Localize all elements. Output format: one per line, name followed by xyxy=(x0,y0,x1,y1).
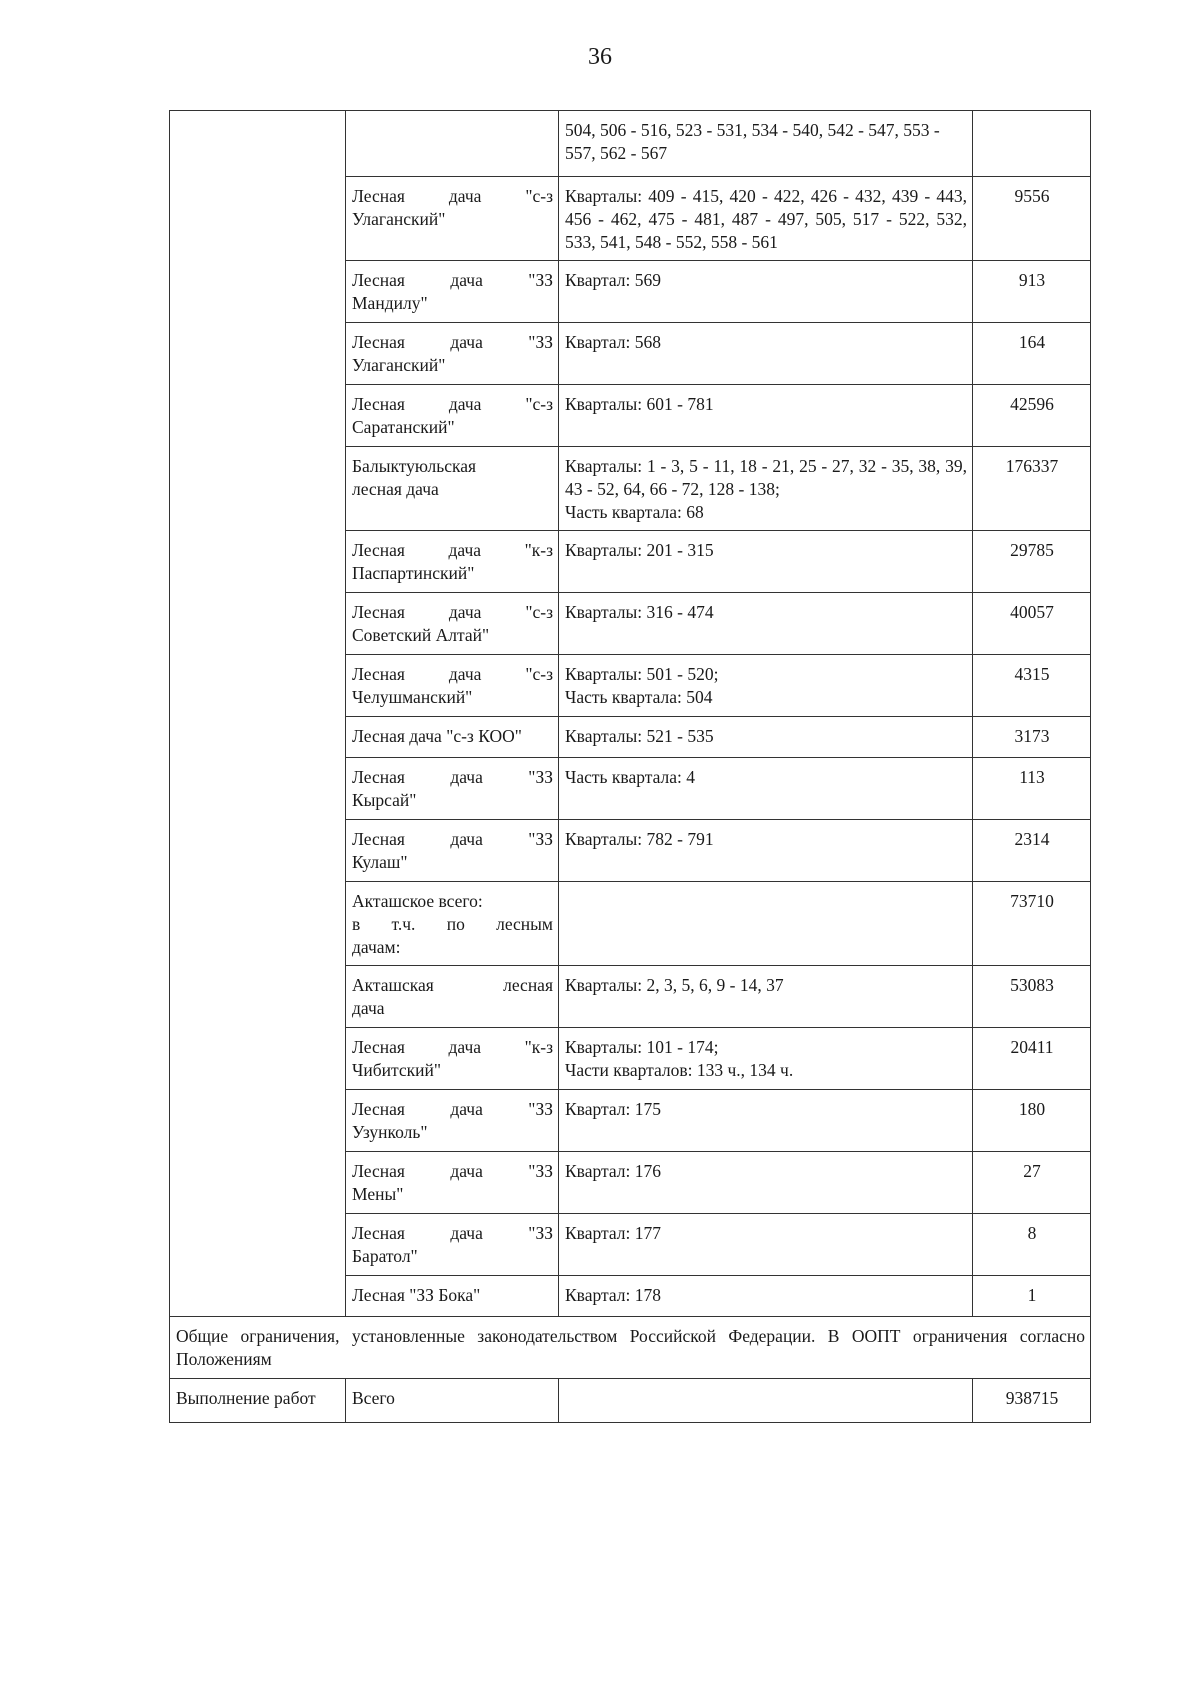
name-cell xyxy=(346,323,559,385)
general-restrictions-text: Общие ограничения, установленные законодательством Российской Федерации. В ООПТ ограничения согласно Положениям xyxy=(170,1317,1091,1379)
name-word: Лесная xyxy=(352,540,405,560)
name-line-1 xyxy=(352,1284,553,1307)
name-word: "ЗЗ xyxy=(528,1161,553,1181)
name-line-2: Мандилу" xyxy=(352,293,428,313)
name-line-1 xyxy=(352,766,553,789)
quarters-text: Кварталы: 2, 3, 5, 6, 9 - 14, 37 xyxy=(565,975,784,995)
name-cell xyxy=(346,1090,559,1152)
quarters-text: Квартал: 569 xyxy=(565,270,661,290)
name-line-1 xyxy=(352,185,553,208)
quarters-text: Кварталы: 521 - 535 xyxy=(565,726,714,746)
name-word: "с-з xyxy=(525,394,553,414)
quarters-cell xyxy=(559,177,973,261)
quarters-text: Часть квартала: 4 xyxy=(565,767,696,787)
name-cell xyxy=(346,593,559,655)
name-line-1 xyxy=(352,539,553,562)
table-row xyxy=(170,111,1091,177)
name-word: Лесная xyxy=(352,602,405,622)
name-cell xyxy=(346,111,559,177)
name-line-2: Улаганский" xyxy=(352,209,446,229)
general-restrictions-row xyxy=(170,1317,1091,1379)
name-word: дача xyxy=(450,1161,483,1181)
name-word: Лесная xyxy=(352,1223,405,1243)
quarters-text: Квартал: 178 xyxy=(565,1285,661,1305)
quarters-text: Квартал: 568 xyxy=(565,332,661,352)
name-word: "к-з xyxy=(524,540,553,560)
name-word: Лесная xyxy=(352,186,405,206)
area-cell xyxy=(973,111,1091,177)
area-cell: 42596 xyxy=(973,385,1091,447)
quarters-cell xyxy=(559,593,973,655)
name-cell xyxy=(346,177,559,261)
name-word: дача xyxy=(448,1037,482,1057)
name-word: дача xyxy=(448,186,482,206)
name-word: "ЗЗ xyxy=(528,829,553,849)
area-cell: 1 xyxy=(973,1276,1091,1317)
name-cell xyxy=(346,1152,559,1214)
name-word: дача xyxy=(450,767,483,787)
left-blank-cell xyxy=(170,111,346,1317)
name-word: дача xyxy=(448,602,482,622)
quarters-text: Кварталы: 601 - 781 xyxy=(565,394,714,414)
area-cell: 27 xyxy=(973,1152,1091,1214)
name-line-1 xyxy=(352,828,553,851)
name-line-2: Чибитский" xyxy=(352,1060,442,1080)
name-word: дача xyxy=(450,1223,483,1243)
name-word: Лесная xyxy=(352,1099,405,1119)
name-line-2: Саратанский" xyxy=(352,417,455,437)
name-line-1 xyxy=(352,890,553,913)
area-cell: 8 xyxy=(973,1214,1091,1276)
name-word: Акташское всего: xyxy=(352,891,483,911)
quarters-text: Квартал: 175 xyxy=(565,1099,661,1119)
name-word: Лесная xyxy=(352,664,405,684)
quarters-cell xyxy=(559,758,973,820)
name-word: Лесная xyxy=(352,1037,405,1057)
quarters-cell xyxy=(559,1028,973,1090)
name-line-2: Кырсай" xyxy=(352,790,417,810)
area-cell: 20411 xyxy=(973,1028,1091,1090)
total-label: Всего xyxy=(346,1379,559,1423)
name-cell xyxy=(346,966,559,1028)
total-blank xyxy=(559,1379,973,1423)
area-cell: 2314 xyxy=(973,820,1091,882)
quarters-cell xyxy=(559,1214,973,1276)
quarters-text: Кварталы: 316 - 474 xyxy=(565,602,714,622)
name-word: дача xyxy=(450,270,483,290)
area-cell: 40057 xyxy=(973,593,1091,655)
name-word: дача xyxy=(450,1099,483,1119)
name-word: дача xyxy=(450,332,483,352)
name-line-2: Баратол" xyxy=(352,1246,418,1266)
name-cell xyxy=(346,1028,559,1090)
quarters-cell xyxy=(559,882,973,966)
quarters-text: Квартал: 177 xyxy=(565,1223,661,1243)
name-line-1 xyxy=(352,393,553,416)
name-cell xyxy=(346,758,559,820)
name-word: "ЗЗ xyxy=(528,1099,553,1119)
quarters-cell xyxy=(559,323,973,385)
name-cell xyxy=(346,531,559,593)
name-cell xyxy=(346,261,559,323)
name-word: дача xyxy=(448,540,482,560)
name-line-2: в т.ч. по лесным xyxy=(352,914,553,934)
forest-areas-table xyxy=(169,110,1091,1423)
name-word: "ЗЗ xyxy=(528,270,553,290)
name-line-1 xyxy=(352,1036,553,1059)
area-cell: 176337 xyxy=(973,447,1091,531)
name-line-1 xyxy=(352,974,553,997)
quarters-cell xyxy=(559,966,973,1028)
name-cell xyxy=(346,385,559,447)
quarters-cell xyxy=(559,261,973,323)
name-line-1 xyxy=(352,1160,553,1183)
area-cell: 164 xyxy=(973,323,1091,385)
name-line-2: Улаганский" xyxy=(352,355,446,375)
name-word: Лесная дача "с-з КОО" xyxy=(352,726,522,746)
name-word: дача xyxy=(450,829,483,849)
name-word: Лесная xyxy=(352,1161,405,1181)
quarters-part-text: Часть квартала: 68 xyxy=(565,502,704,522)
name-cell xyxy=(346,447,559,531)
total-row xyxy=(170,1379,1091,1423)
name-line-1 xyxy=(352,269,553,292)
name-word: "с-з xyxy=(525,602,553,622)
name-line-2: Мены" xyxy=(352,1184,404,1204)
name-line-1 xyxy=(352,455,553,478)
area-cell: 113 xyxy=(973,758,1091,820)
table-body xyxy=(170,111,1091,1423)
name-cell xyxy=(346,1276,559,1317)
name-word: Лесная xyxy=(352,829,405,849)
name-line-1 xyxy=(352,1098,553,1121)
quarters-text: Кварталы: 409 - 415, 420 - 422, 426 - 432, 439 - 443, 456 - 462, 475 - 481, 487 - 497, 505, 517 - 522, 532, 533, 541, 548 - 552, 558 - 561 xyxy=(565,186,967,252)
name-line-3: дачам: xyxy=(352,937,401,957)
name-line-2: Паспартинский" xyxy=(352,563,475,583)
quarters-text: Кварталы: 101 - 174; xyxy=(565,1037,719,1057)
quarters-text: Кварталы: 782 - 791 xyxy=(565,829,714,849)
quarters-part-text: Часть квартала: 504 xyxy=(565,687,713,707)
area-cell: 9556 xyxy=(973,177,1091,261)
name-cell xyxy=(346,820,559,882)
quarters-cell xyxy=(559,1152,973,1214)
name-word: дача xyxy=(448,664,482,684)
quarters-cell xyxy=(559,447,973,531)
name-cell xyxy=(346,882,559,966)
area-cell: 180 xyxy=(973,1090,1091,1152)
quarters-cell xyxy=(559,531,973,593)
quarters-text: Кварталы: 1 - 3, 5 - 11, 18 - 21, 25 - 27, 32 - 35, 38, 39, 43 - 52, 64, 66 - 72, 128 - 138; xyxy=(565,456,967,499)
page-number: 36 xyxy=(588,44,612,70)
name-word: Акташская xyxy=(352,975,434,995)
name-word: лесная xyxy=(503,975,553,995)
name-word: "с-з xyxy=(525,664,553,684)
name-word: Лесная xyxy=(352,767,405,787)
name-line-2: Советский Алтай" xyxy=(352,625,490,645)
area-cell: 913 xyxy=(973,261,1091,323)
quarters-cell xyxy=(559,820,973,882)
name-word: "ЗЗ xyxy=(528,332,553,352)
name-line-1 xyxy=(352,331,553,354)
name-line-2: Узунколь" xyxy=(352,1122,428,1142)
name-word: Лесная xyxy=(352,394,405,414)
work-label: Выполнение работ xyxy=(170,1379,346,1423)
name-line-2: Челушманский" xyxy=(352,687,473,707)
name-line-1 xyxy=(352,725,553,748)
area-cell: 3173 xyxy=(973,717,1091,758)
area-cell: 73710 xyxy=(973,882,1091,966)
name-cell xyxy=(346,1214,559,1276)
name-line-1 xyxy=(352,601,553,624)
name-word: "ЗЗ xyxy=(528,767,553,787)
name-word: Лесная "ЗЗ Бока" xyxy=(352,1285,481,1305)
area-cell: 53083 xyxy=(973,966,1091,1028)
name-line-1 xyxy=(352,663,553,686)
name-word: "с-з xyxy=(525,186,553,206)
name-line-1 xyxy=(352,1222,553,1245)
quarters-cell: 504, 506 - 516, 523 - 531, 534 - 540, 542 - 547, 553 - 557, 562 - 567 xyxy=(559,111,973,177)
total-value: 938715 xyxy=(973,1379,1091,1423)
quarters-cell xyxy=(559,1090,973,1152)
name-word: дача xyxy=(448,394,482,414)
name-word: Лесная xyxy=(352,270,405,290)
name-line-2: Кулаш" xyxy=(352,852,408,872)
name-word: Балыктуюльская xyxy=(352,456,477,476)
name-line-2: дача xyxy=(352,998,385,1018)
name-line-2: лесная дача xyxy=(352,479,439,499)
quarters-text: Кварталы: 201 - 315 xyxy=(565,540,714,560)
quarters-cell xyxy=(559,655,973,717)
quarters-cell xyxy=(559,1276,973,1317)
name-word: "к-з xyxy=(524,1037,553,1057)
area-cell: 4315 xyxy=(973,655,1091,717)
name-cell xyxy=(346,717,559,758)
name-word: Лесная xyxy=(352,332,405,352)
quarters-text: Кварталы: 501 - 520; xyxy=(565,664,719,684)
name-word: "ЗЗ xyxy=(528,1223,553,1243)
quarters-text: Квартал: 176 xyxy=(565,1161,661,1181)
area-cell: 29785 xyxy=(973,531,1091,593)
quarters-part-text: Части кварталов: 133 ч., 134 ч. xyxy=(565,1060,794,1080)
name-cell xyxy=(346,655,559,717)
quarters-cell xyxy=(559,717,973,758)
quarters-cell xyxy=(559,385,973,447)
